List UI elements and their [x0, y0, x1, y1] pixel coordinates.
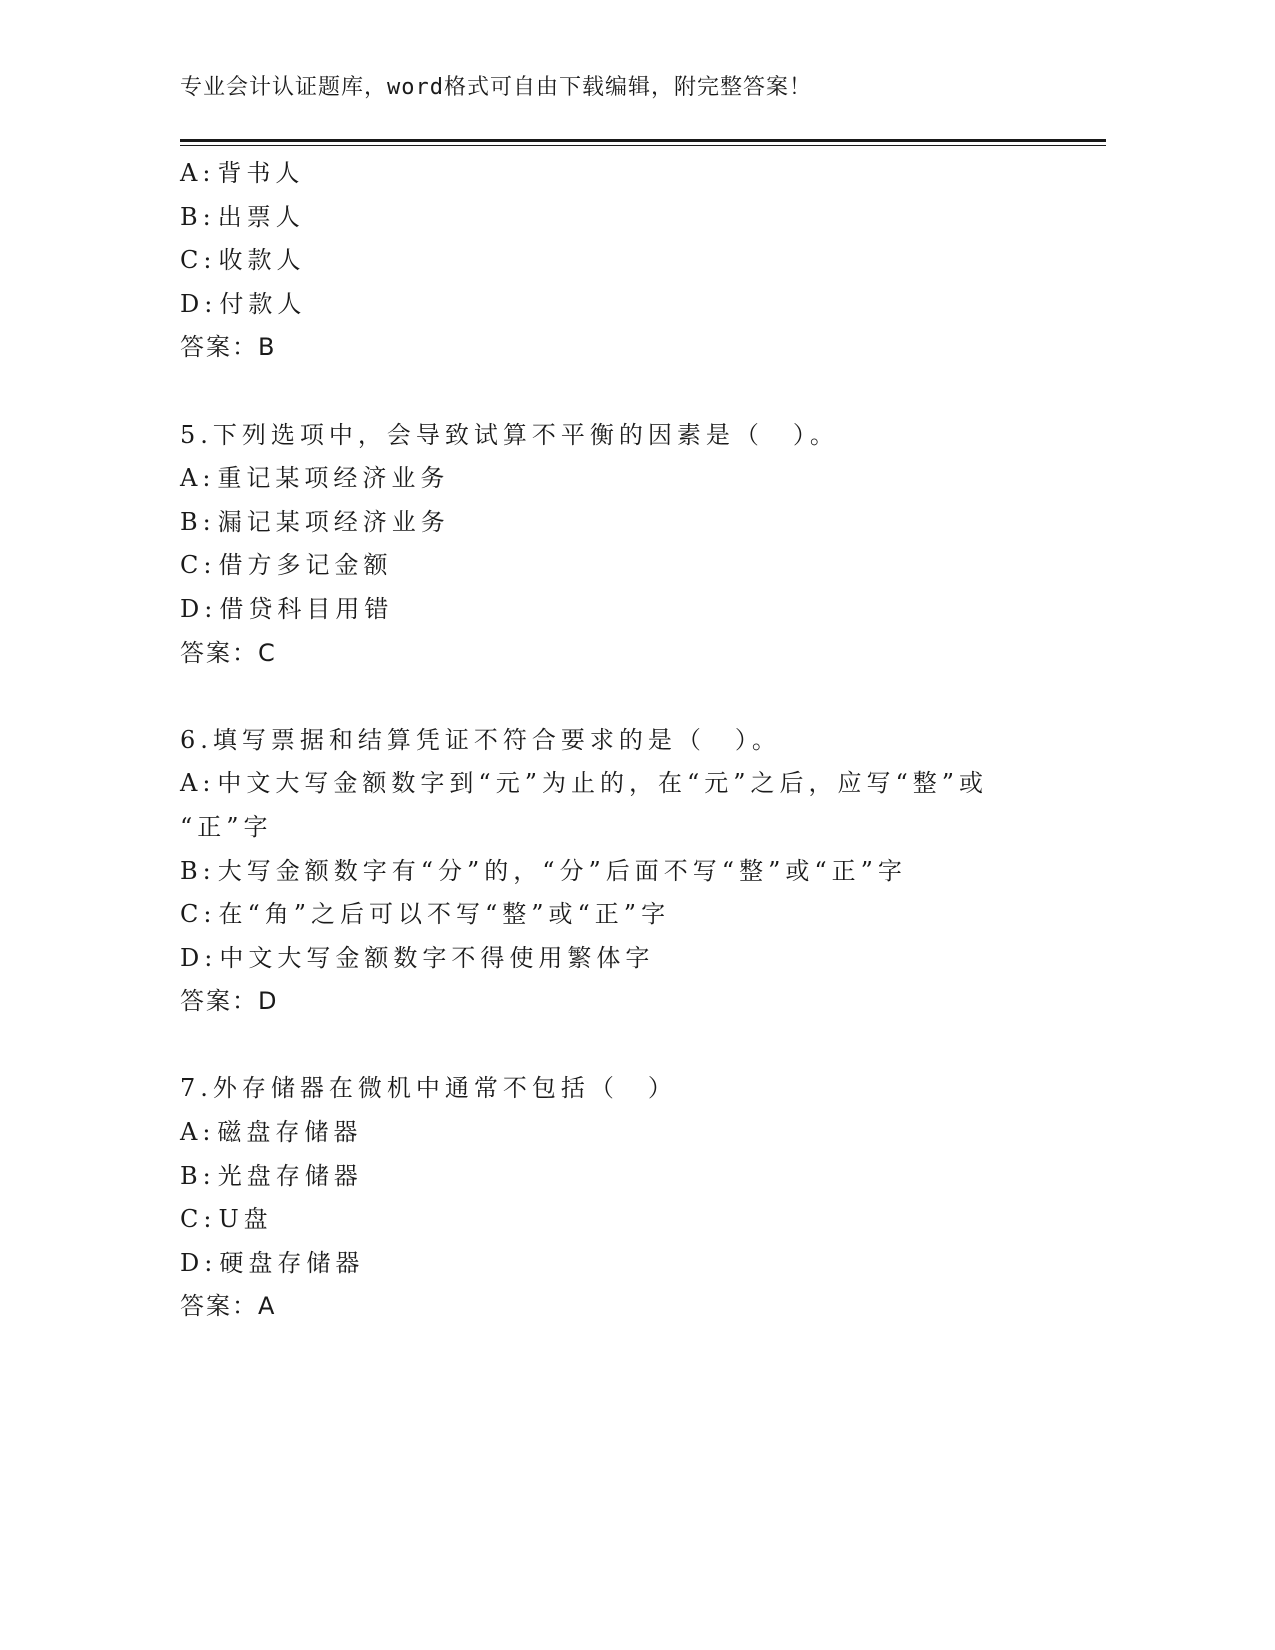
- page-header: 专业会计认证题库，word格式可自由下载编辑，附完整答案！: [180, 75, 812, 100]
- question-text: 7.外存储器在微机中通常不包括（ ）: [180, 1074, 677, 1103]
- answer-line: 答案：D: [180, 987, 279, 1016]
- option-a: A:重记某项经济业务: [180, 464, 450, 493]
- question-text: 6.填写票据和结算凭证不符合要求的是（ ）。: [180, 725, 781, 754]
- question-block: [180, 719, 1080, 1024]
- option-a: A:中文大写金额数字到“元”为止的，在“元”之后，应写“整”或: [180, 769, 989, 798]
- header-rule-thick: [180, 139, 1106, 142]
- option-d: D:硬盘存储器: [180, 1248, 365, 1277]
- option-c: C:U盘: [180, 1205, 273, 1234]
- option-a-continued: “正”字: [180, 812, 273, 841]
- option-a: A:磁盘存储器: [180, 1118, 363, 1147]
- question-block: [180, 1067, 1080, 1329]
- option-b: B:漏记某项经济业务: [180, 507, 450, 536]
- question-block: [180, 152, 1080, 370]
- answer-line: 答案：C: [180, 638, 277, 667]
- option-c: C:借方多记金额: [180, 551, 393, 580]
- option-c: C:在“角”之后可以不写“整”或“正”字: [180, 900, 671, 929]
- option-b: B:大写金额数字有“分”的，“分”后面不写“整”或“正”字: [180, 856, 907, 885]
- option-b: B:光盘存储器: [180, 1161, 363, 1190]
- option-a: A:背书人: [180, 159, 305, 187]
- option-b: B:出票人: [180, 202, 305, 231]
- answer-line: 答案：A: [180, 1292, 277, 1321]
- question-text: 5.下列选项中，会导致试算不平衡的因素是（ ）。: [180, 420, 839, 449]
- option-d: D:付款人: [180, 289, 307, 318]
- question-list: [180, 152, 1080, 1329]
- answer-line: 答案：B: [180, 333, 277, 362]
- option-c: C:收款人: [180, 246, 306, 275]
- question-block: [180, 414, 1080, 676]
- option-d: D:中文大写金额数字不得使用繁体字: [180, 943, 655, 972]
- header-rule-thin: [180, 145, 1106, 146]
- option-d: D:借贷科目用错: [180, 594, 394, 623]
